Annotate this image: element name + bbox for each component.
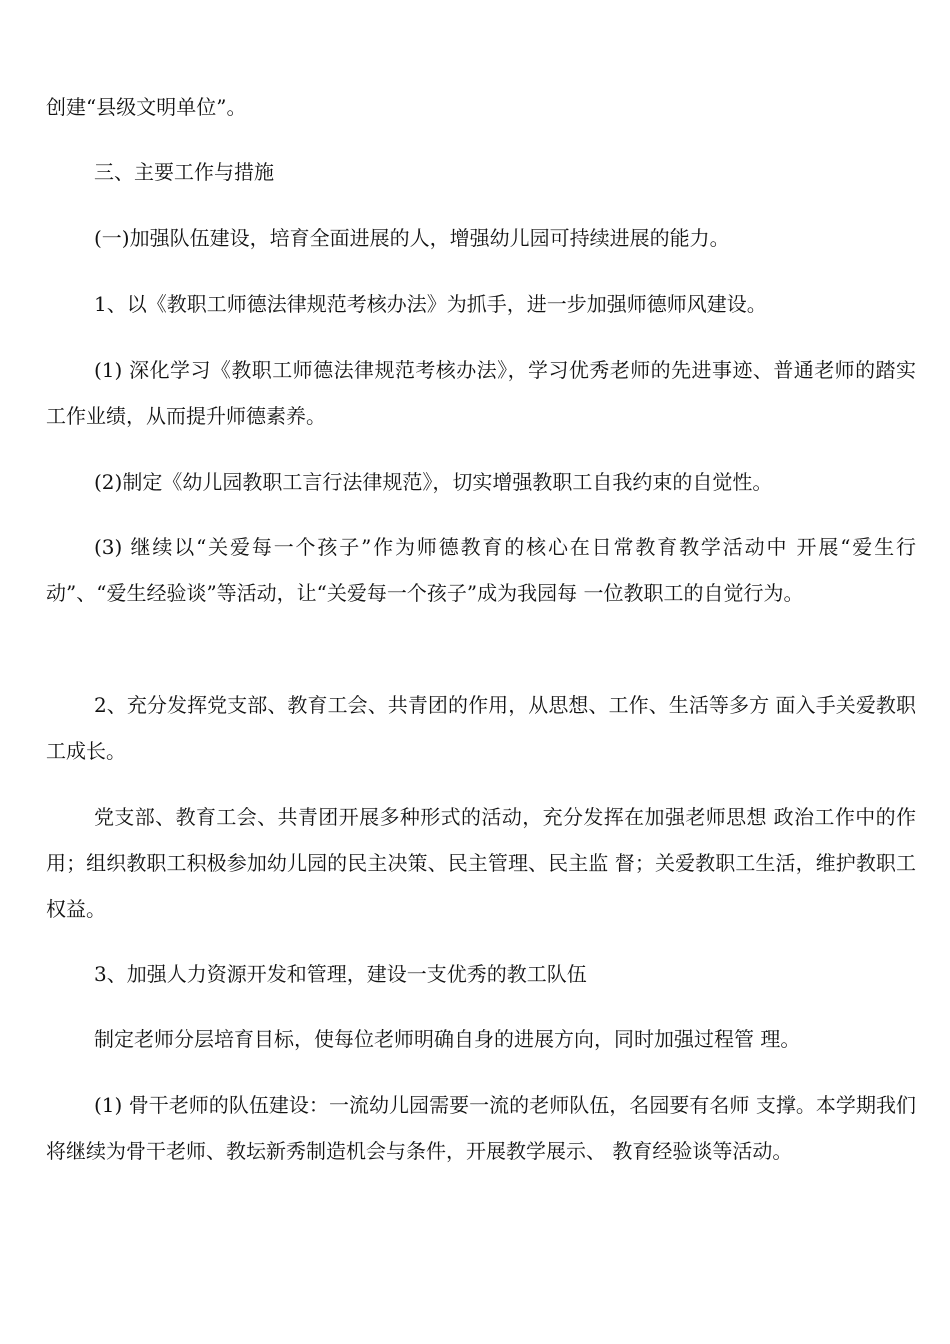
paragraph-item-1-2: (2)制定《幼儿园教职工言行法律规范》，切实增强教职工自我约束的自觉性。 — [94, 470, 773, 494]
item-heading-3: 3、加强人力资源开发和管理，建设一支优秀的教工队伍 — [94, 962, 587, 986]
item-heading-2: 2、充分发挥党支部、教育工会、共青团的作用，从思想、工作、生活等多方 面入手关爱教职工成长。 — [46, 693, 916, 763]
paragraph-item-2-body: 党支部、教育工会、共青团开展多种形式的活动，充分发挥在加强老师思想 政治工作中的作用；组织教职工积极参加幼儿园的民主决策、民主管理、民主监 督；关爱教职工生活，维护教职工权益。 — [46, 805, 916, 921]
paragraph-item-1-1: (1) 深化学习《教职工师德法律规范考核办法》，学习优秀老师的先进事迹、普通老师的踏实工作业绩，从而提升师德素养。 — [46, 358, 916, 428]
paragraph-1: 创建“县级文明单位”。 — [46, 95, 247, 119]
section-heading-3: 三、主要工作与措施 — [94, 160, 274, 184]
paragraph-item-3-body: 制定老师分层培育目标，使每位老师明确自身的进展方向，同时加强过程管 理。 — [94, 1027, 801, 1051]
paragraph-item-3-1: (1) 骨干老师的队伍建设：一流幼儿园需要一流的老师队伍，名园要有名师 支撑。本学期我们将继续为骨干老师、教坛新秀制造机会与条件，开展教学展示、 教育经验谈等活动。 — [46, 1093, 916, 1163]
paragraph-item-1-3: (3) 继续以“关爱每一个孩子”作为师德教育的核心在日常教育教学活动中 开展“爱生行动”、“爱生经验谈”等活动，让“关爱每一个孩子”成为我园每 一位教职工的自觉行为。 — [46, 535, 916, 605]
item-heading-1: 1、以《教职工师德法律规范考核办法》为抓手，进一步加强师德师风建设。 — [94, 292, 767, 316]
subsection-heading-1: (一)加强队伍建设，培育全面进展的人，增强幼儿园可持续进展的能力。 — [94, 226, 730, 250]
